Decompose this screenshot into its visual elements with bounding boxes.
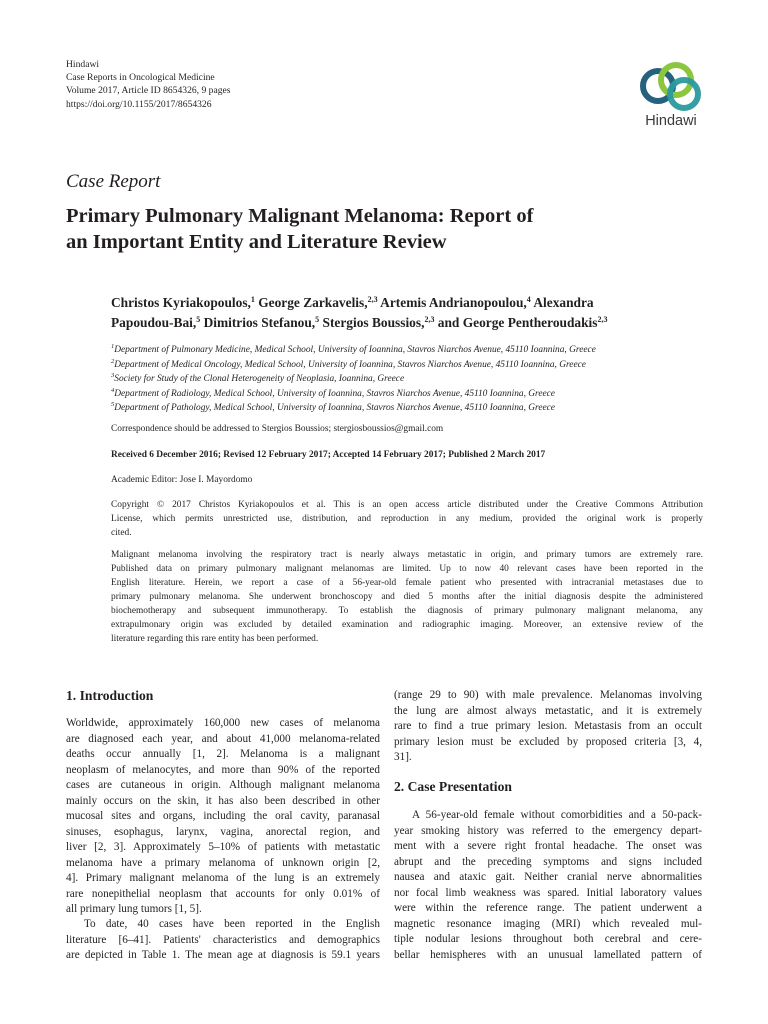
doi-link[interactable]: https://doi.org/10.1155/2017/8654326 (66, 98, 212, 110)
copyright-line: cited. (111, 528, 132, 538)
author-name[interactable]: Artemis Andrianopoulou, (377, 295, 527, 310)
copyright-notice (111, 498, 703, 540)
correspondence: Correspondence should be addressed to Stergios Boussios; stergiosboussios@gmail.com (111, 424, 444, 434)
body-line: liver [2, 3]. Approximately 5–10% of patients with metastatic (66, 841, 380, 853)
abstract-line: biochemotherapy and subsequent immunotherapy. To establish the diagnosis of primary pulmonary malignant melanoma, any (111, 606, 703, 616)
copyright-line: License, which permits unrestricted use, distribution, and reproduction in any medium, provided the original work is properly (111, 514, 703, 524)
affiliation-item (111, 387, 596, 402)
body-line: magnetic resonance imaging (MRI) which revealed mul- (394, 917, 702, 930)
affiliation-number: 1 (111, 343, 115, 350)
abstract (111, 548, 703, 646)
body-line: are depicted in Table 1. The mean age at diagnosis is 59.1 years (66, 949, 380, 961)
author-name[interactable]: and George Pentheroudakis (434, 315, 598, 330)
author-line (111, 293, 711, 313)
body-line: deaths occur annually [1, 2]. Melanoma is a malignant (66, 748, 380, 760)
body-line: (range 29 to 90) with male prevalence. Melanomas involving (394, 689, 702, 701)
body-line: tiple nodular lesions throughout both cerebral and cere- (394, 933, 702, 945)
abstract-line: literature regarding this rare entity has been performed. (111, 634, 319, 644)
body-line: mucosal sites and organs, including the oral cavity, paranasal (66, 810, 380, 822)
author-name[interactable]: Dimitrios Stefanou, (200, 315, 316, 330)
abstract-line: Published data on primary pulmonary malignant melanomas are limited. Up to now 40 relevant cases have been reported in the (111, 564, 703, 574)
affiliation-number: 5 (111, 401, 115, 409)
author-name[interactable]: George Zarkavelis, (254, 295, 368, 310)
affiliation-number: 2 (111, 357, 115, 365)
body-line: rare nonepithelial neoplasm that accounts for only 0.01% of (66, 887, 380, 900)
introduction-paragraph-1 (66, 716, 380, 918)
affiliation-text: Society for Study of the Clonal Heterogeneity of Neoplasia, Ioannina, Greece (114, 374, 405, 385)
author-name[interactable]: Christos Kyriakopoulos, (111, 295, 251, 310)
affiliation-text: Department of Radiology, Medical School, University of Ioannina, Stavros Niarchos Avenue, 45110 Ioannina, Greece (114, 388, 555, 399)
body-line: are diagnosed each year, and about 41,000 melanoma-related (66, 732, 380, 745)
abstract-line: primary pulmonary melanoma. She underwent bronchoscopy and died 5 months after the initial diagnosis despite the administered (111, 592, 703, 602)
author-name[interactable]: Alexandra (530, 295, 594, 310)
affiliation-ref: 2,3 (597, 315, 608, 324)
body-line: To date, 40 cases have been reported in the English (84, 918, 380, 930)
body-line: A 56-year-old female without comorbidities and a 50-pack- (412, 809, 702, 821)
article-type: Case Report (66, 171, 161, 192)
abstract-line: extrapulmonary origin was excluded by detailed examination and radiographic imaging. Moreover, an extensive review of the (111, 620, 703, 630)
body-line: ment with a severe right frontal headache. The onset was (394, 840, 702, 852)
affiliation-number: 3 (111, 372, 115, 380)
hindawi-logo-text: Hindawi (645, 113, 697, 129)
body-line: were within the reference range. The patient underwent a (394, 902, 702, 914)
affiliation-text: Department of Pathology, Medical School, University of Ioannina, Stavros Niarchos Avenue, 45110 Ioannina, Greece (114, 403, 555, 414)
body-line: literature [6–41]. Patients' characteristics and demographics (66, 933, 380, 946)
body-line: rare to find a true primary lesion. Metastasis from an occult (394, 720, 702, 732)
article-title (66, 203, 666, 255)
affiliation-ref: 5 (196, 315, 201, 324)
affiliation-item (111, 343, 596, 358)
publication-dates: Received 6 December 2016; Revised 12 February 2017; Accepted 14 February 2017; Published 2 March 2017 (111, 450, 546, 460)
introduction-continued (394, 688, 702, 766)
body-line: all primary lung tumors [1, 5]. (66, 903, 202, 915)
abstract-line: Malignant melanoma involving the respiratory tract is nearly always metastatic in origin, and primary tumors are extremely rare. (111, 550, 703, 560)
introduction-paragraph-2 (66, 917, 380, 964)
body-line: bellar hemispheres with an unusual lamellated pattern of (394, 948, 702, 961)
body-line: Worldwide, approximately 160,000 new cases of melanoma (66, 717, 380, 729)
affiliation-item (111, 372, 596, 387)
author-name[interactable]: Stergios Boussios, (319, 315, 425, 330)
journal-metadata (66, 58, 231, 111)
affiliation-text: Department of Pulmonary Medicine, Medical School, University of Ioannina, Stavros Niarchos Avenue, 45110 Ioannina, Greece (114, 345, 596, 355)
copyright-line: Copyright © 2017 Christos Kyriakopoulos et al. This is an open access article distributed under the Creative Commons Attribution (111, 500, 703, 510)
section-heading-introduction: 1. Introduction (66, 688, 154, 703)
affiliation-list (111, 343, 596, 416)
affiliation-ref: 2,3 (424, 315, 435, 324)
body-line: nausea and ataxic gait. Neither cranial nerve abnormalities (394, 871, 702, 883)
affiliation-text: Department of Medical Oncology, Medical School, University of Ioannina, Stavros Niarchos Avenue, 45110 Ioannina, Greece (114, 359, 586, 370)
affiliation-ref: 2,3 (367, 295, 378, 304)
author-line (111, 313, 711, 333)
author-name[interactable]: Papoudou-Bai, (111, 315, 197, 330)
journal-name: Case Reports in Oncological Medicine (66, 72, 215, 84)
affiliation-ref: 4 (526, 295, 531, 304)
affiliation-ref: 1 (250, 295, 255, 304)
body-line: year smoking history was referred to the emergency depart- (394, 824, 702, 837)
body-line: the lung are almost always metastatic, and it is extremely (394, 704, 702, 717)
body-line: nor focal limb weakness was spared. Initial laboratory values (394, 886, 702, 899)
body-line: neoplasm of melanocytes, and more than 90% of the reported (66, 763, 380, 776)
body-line: mainly occurs on the skin, it has also been described in other (66, 794, 380, 807)
affiliation-ref: 5 (315, 315, 320, 324)
title-line: Primary Pulmonary Malignant Melanoma: Report of (66, 205, 534, 227)
affiliation-number: 4 (111, 386, 115, 394)
publisher-name: Hindawi (66, 59, 100, 70)
body-line: sinuses, esophagus, larynx, vagina, anorectal region, and (66, 825, 380, 838)
abstract-line: English literature. Herein, we report a case of a 56-year-old female patient who presented with intracranial metastases due to (111, 578, 703, 588)
author-list (111, 293, 711, 333)
volume-info: Volume 2017, Article ID 8654326, 9 pages (66, 85, 231, 97)
body-line: cases are cutaneous in origin. Although malignant melanoma (66, 779, 380, 791)
body-line: melanoma have a primary melanoma of unknown origin [2, (66, 856, 380, 869)
section-heading-case-presentation: 2. Case Presentation (394, 779, 512, 794)
title-line: an Important Entity and Literature Review (66, 231, 447, 253)
body-line: 31]. (394, 751, 412, 763)
affiliation-item (111, 401, 596, 416)
academic-editor: Academic Editor: Jose I. Mayordomo (111, 475, 253, 485)
body-line: abrupt and the preceding symptoms and signs included (394, 855, 702, 868)
body-line: primary lesion must be excluded by proposed criteria [3, 4, (394, 735, 702, 748)
affiliation-item (111, 358, 596, 373)
body-line: 4]. Primary malignant melanoma of the lung is an extremely (66, 872, 380, 884)
case-presentation-paragraph (394, 808, 702, 963)
